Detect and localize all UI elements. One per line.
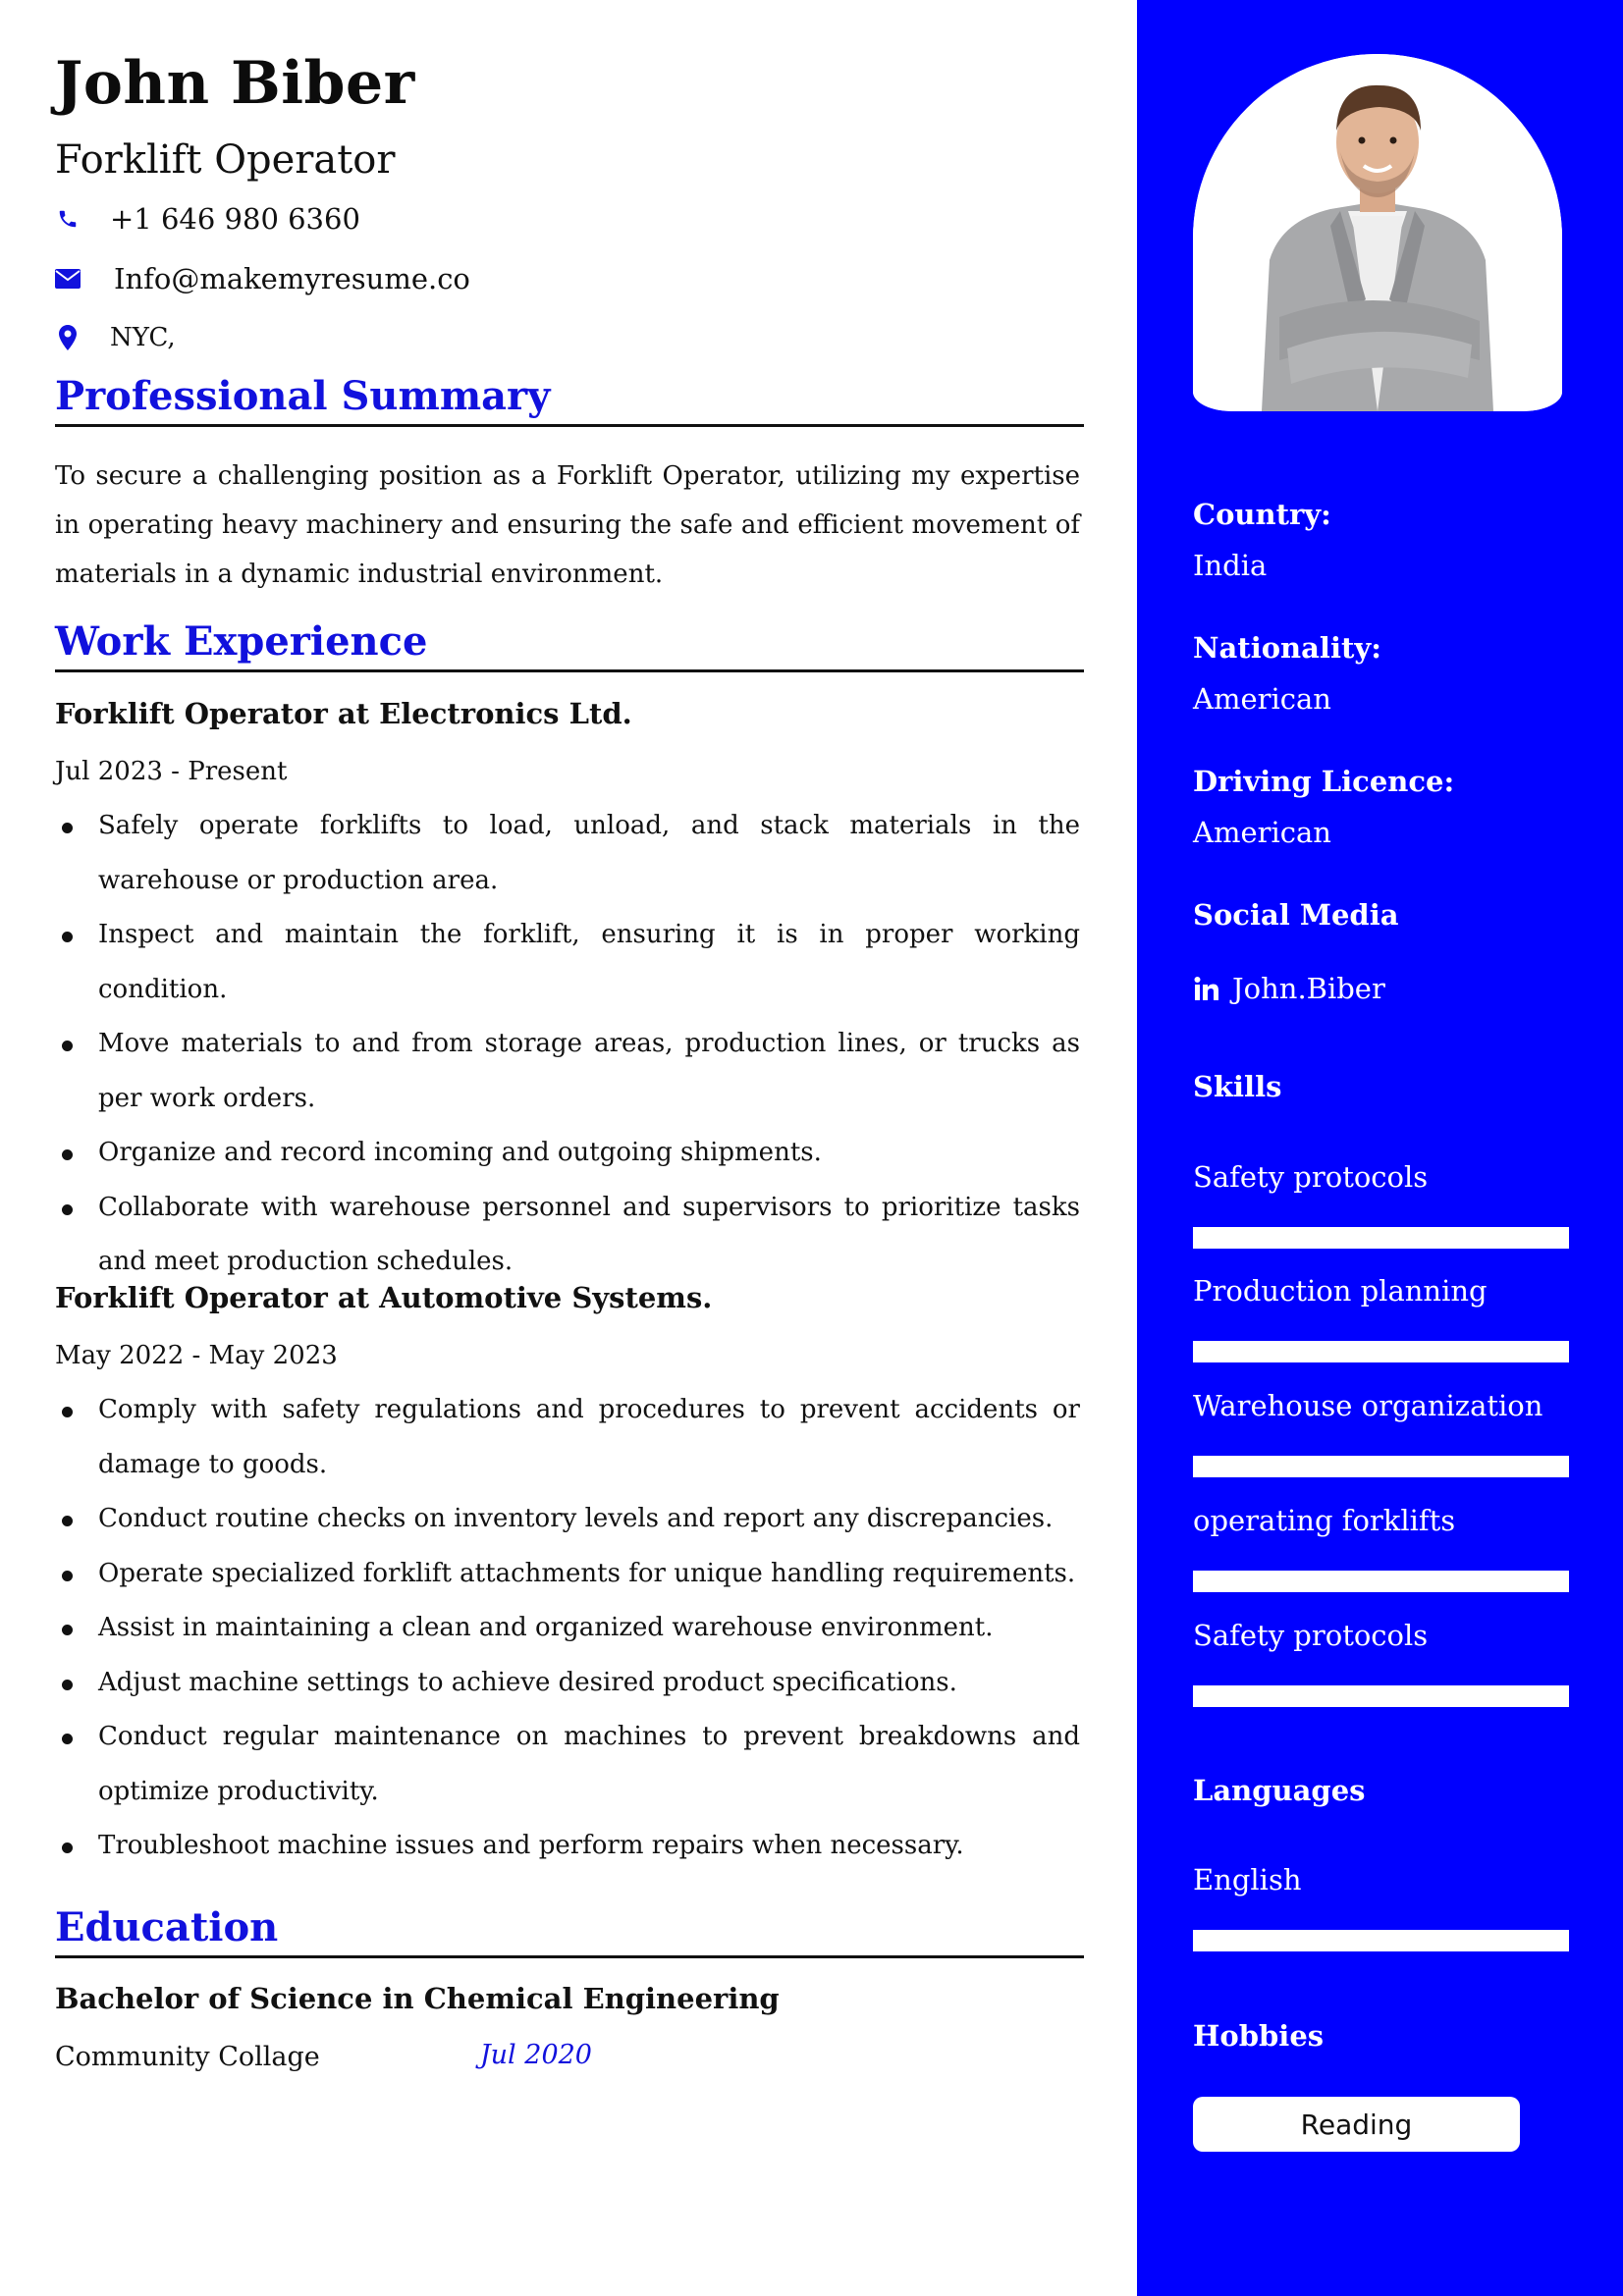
country-label: Country: xyxy=(1193,498,1331,531)
licence-label: Driving Licence: xyxy=(1193,765,1455,798)
language-bar xyxy=(1193,1930,1569,1951)
social-media-heading: Social Media xyxy=(1193,898,1399,932)
nationality-value: American xyxy=(1193,682,1331,716)
contact-location xyxy=(55,323,176,352)
linkedin-handle[interactable]: John.Biber xyxy=(1232,972,1385,1005)
licence-value: American xyxy=(1193,816,1331,849)
list-item: Comply with safety regulations and procedures to prevent accidents or damage to goods. xyxy=(55,1383,1080,1492)
job-dates-2: May 2022 - May 2023 xyxy=(55,1341,338,1370)
list-item: Organize and record incoming and outgoing shipments. xyxy=(55,1126,1080,1181)
skill-name: Safety protocols xyxy=(1193,1619,1429,1652)
experience-heading: Work Experience xyxy=(55,618,1084,672)
skill-name: operating forklifts xyxy=(1193,1504,1456,1537)
skills-heading: Skills xyxy=(1193,1070,1282,1103)
skill-bar xyxy=(1193,1341,1569,1362)
list-item: Assist in maintaining a clean and organized warehouse environment. xyxy=(55,1601,1080,1656)
list-item: Operate specialized forklift attachments for unique handling requirements. xyxy=(55,1547,1080,1602)
list-item: Safely operate forklifts to load, unload, and stack materials in the warehouse or production area. xyxy=(55,799,1080,908)
hobby-tag: Reading xyxy=(1193,2097,1520,2152)
envelope-icon xyxy=(55,266,81,292)
skill-bar-fill xyxy=(1196,1459,1566,1474)
skill-bar-fill xyxy=(1196,1688,1566,1704)
candidate-job-title: Forklift Operator xyxy=(55,137,396,183)
job-title-2: Forklift Operator at Automotive Systems. xyxy=(55,1281,713,1314)
skill-bar-fill xyxy=(1196,1230,1566,1246)
job-bullets-2 xyxy=(55,1383,1080,1874)
email-address[interactable]: Info@makemyresume.co xyxy=(114,262,470,295)
language-bar-fill xyxy=(1196,1933,1566,1949)
profile-photo xyxy=(1193,54,1562,411)
list-item: Inspect and maintain the forklift, ensuring it is in proper working condition. xyxy=(55,908,1080,1017)
summary-heading: Professional Summary xyxy=(55,373,1084,427)
education-degree: Bachelor of Science in Chemical Engineering xyxy=(55,1982,780,2015)
list-item: Troubleshoot machine issues and perform repairs when necessary. xyxy=(55,1819,1080,1874)
skill-bar xyxy=(1193,1571,1569,1592)
phone-icon xyxy=(55,206,81,232)
linkedin-icon xyxy=(1193,975,1220,1002)
map-marker-icon xyxy=(55,325,81,350)
job-dates-1: Jul 2023 - Present xyxy=(55,757,288,786)
languages-heading: Languages xyxy=(1193,1774,1366,1807)
candidate-name: John Biber xyxy=(55,49,415,118)
skill-bar xyxy=(1193,1456,1569,1477)
list-item: Adjust machine settings to achieve desired product specifications. xyxy=(55,1656,1080,1711)
skill-bar-fill xyxy=(1196,1574,1566,1589)
education-date: Jul 2020 xyxy=(479,2040,592,2070)
skill-name: Warehouse organization xyxy=(1193,1389,1543,1422)
education-heading: Education xyxy=(55,1904,1084,1958)
phone-number[interactable]: +1 646 980 6360 xyxy=(110,202,360,236)
contact-email xyxy=(55,262,470,295)
job-title-1: Forklift Operator at Electronics Ltd. xyxy=(55,697,632,730)
list-item: Collaborate with warehouse personnel and supervisors to prioritize tasks and meet production schedules. xyxy=(55,1181,1080,1290)
list-item: Conduct regular maintenance on machines to prevent breakdowns and optimize productivity. xyxy=(55,1710,1080,1819)
list-item: Conduct routine checks on inventory levels and report any discrepancies. xyxy=(55,1492,1080,1547)
skill-name: Production planning xyxy=(1193,1274,1488,1308)
education-school: Community Collage xyxy=(55,2042,320,2072)
skill-bar-fill xyxy=(1196,1344,1566,1360)
contact-phone xyxy=(55,202,360,236)
social-linkedin xyxy=(1193,972,1385,1005)
skill-bar xyxy=(1193,1227,1569,1249)
nationality-label: Nationality: xyxy=(1193,631,1381,665)
country-value: India xyxy=(1193,549,1268,582)
language-name: English xyxy=(1193,1863,1302,1896)
sidebar xyxy=(1137,0,1623,2296)
skill-bar xyxy=(1193,1685,1569,1707)
location-text: NYC, xyxy=(110,323,176,352)
hobbies-heading: Hobbies xyxy=(1193,2019,1325,2053)
skill-name: Safety protocols xyxy=(1193,1160,1429,1194)
person-photo-icon xyxy=(1193,54,1562,411)
summary-text: To secure a challenging position as a Forklift Operator, utilizing my expertise in operating heavy machinery and ensuring the safe and efficient movement of materials in a dynamic industrial environment. xyxy=(55,461,1080,589)
list-item: Move materials to and from storage areas, production lines, or trucks as per work orders. xyxy=(55,1017,1080,1126)
job-bullets-1 xyxy=(55,799,1080,1290)
